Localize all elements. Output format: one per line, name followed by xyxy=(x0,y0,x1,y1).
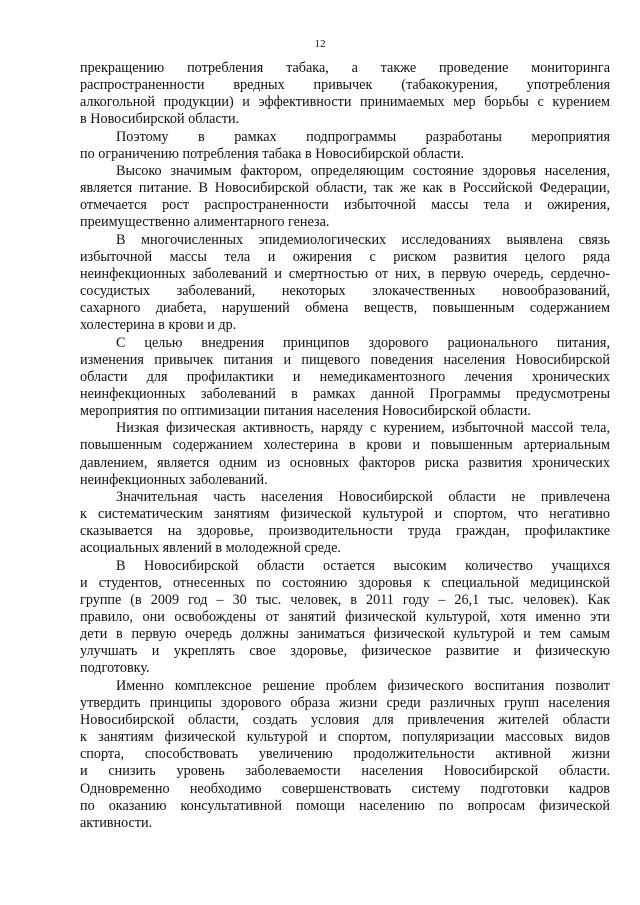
text-line: дети в первую очередь должны заниматься физической культурой и тем самым xyxy=(80,626,610,643)
text-line: избыточной массы тела и ожирения с риском развития целого ряда xyxy=(80,248,610,265)
paragraph xyxy=(80,163,610,232)
text-line: и студентов, отнесенных по состоянию здоровья к специальной медицинской xyxy=(80,574,610,591)
text-line: Одновременно необходимо совершенствовать систему подготовки кадров xyxy=(80,780,610,797)
text-line: изменения привычек питания и пищевого поведения населения Новосибирской xyxy=(80,351,610,368)
text-line: Поэтому в рамках подпрограммы разработаны мероприятия xyxy=(116,128,610,145)
text-line: неинфекционных заболеваний в рамках данной Программы предусмотрены xyxy=(80,385,610,402)
text-line: по оказанию консультативной помощи населению по вопросам физической xyxy=(80,797,610,814)
paragraph xyxy=(80,558,610,678)
text-line: спорта, способствовать увеличению продолжительности активной жизни xyxy=(80,746,610,763)
text-line: сахарного диабета, нарушений обмена веществ, повышенным содержанием xyxy=(80,300,610,317)
text-line: В многочисленных эпидемиологических исследованиях выявлена связь xyxy=(116,231,610,248)
text-line: преимущественно алиментарного генеза. xyxy=(80,214,330,231)
text-line: по ограничению потребления табака в Новосибирской области. xyxy=(80,145,465,162)
text-line: правило, они освобождены от занятий физической культурой, хотя именно эти xyxy=(80,609,610,625)
text-line: повышенным содержанием холестерина в крови и повышенным артериальным xyxy=(80,437,610,454)
text-line: и снизить уровень заболеваемости населения Новосибирской области. xyxy=(80,763,610,780)
text-line: улучшать и укреплять свое здоровье, физическое развитие и физическую xyxy=(80,643,610,660)
paragraph xyxy=(80,60,610,129)
text-line: Высоко значимым фактором, определяющим состояние здоровья населения, xyxy=(116,162,610,179)
text-line: холестерина в крови и др. xyxy=(80,317,237,334)
paragraph xyxy=(80,232,610,335)
text-line: давлением, является одним из основных факторов риска развития хронических xyxy=(80,454,610,471)
paragraph xyxy=(80,335,610,421)
paragraph xyxy=(80,420,610,489)
text-line: неинфекционных заболеваний и смертностью от них, в первую очередь, сердечно- xyxy=(80,265,610,282)
paragraph xyxy=(80,678,610,832)
text-line: Значительная часть населения Новосибирской области не привлечена xyxy=(116,488,610,505)
text-line: Низкая физическая активность, наряду с курением, избыточной массой тела, xyxy=(116,420,610,437)
paragraph xyxy=(80,129,610,163)
text-line: асоциальных явлений в молодежной среде. xyxy=(80,540,341,557)
text-line: к систематическим занятиям физической культурой и спортом, что негативно xyxy=(80,506,610,523)
text-line: мероприятия по оптимизации питания населения Новосибирской области. xyxy=(80,403,531,420)
text-line: к занятиям физической культурой и спортом, популяризации массовых видов xyxy=(80,729,610,746)
text-line: Именно комплексное решение проблем физического воспитания позволит xyxy=(116,677,610,694)
text-line: является питание. В Новосибирской области, так же как в Российской Федерации, xyxy=(80,180,610,197)
text-line: сказывается на здоровье, производительности труда граждан, профилактике xyxy=(80,523,610,540)
text-line: прекращению потребления табака, а также проведение мониторинга xyxy=(80,60,610,76)
text-line: Новосибирской области, создать условия для привлечения жителей области xyxy=(80,711,610,728)
text-line: группе (в 2009 год – 30 тыс. человек, в 2011 году – 26,1 тыс. человек). Как xyxy=(80,591,610,608)
text-line: сосудистых заболеваний, некоторых злокачественных новообразований, xyxy=(80,283,610,300)
text-line: в Новосибирской области. xyxy=(80,111,240,128)
text-line: алкогольной продукции) и эффективности принимаемых мер борьбы с курением xyxy=(80,94,610,111)
text-line: подготовку. xyxy=(80,660,150,677)
text-line: С целью внедрения принципов здорового рационального питания, xyxy=(116,334,610,351)
document-body xyxy=(80,60,610,832)
text-line: отмечается рост распространенности избыточной массы тела и ожирения, xyxy=(80,197,610,214)
text-line: области для профилактики и немедикаментозного лечения хронических xyxy=(80,368,610,385)
page-number: 12 xyxy=(314,38,326,50)
text-line: утвердить принципы здорового образа жизни среди различных групп населения xyxy=(80,694,610,711)
paragraph xyxy=(80,489,610,558)
text-line: активности. xyxy=(80,814,153,831)
text-line: В Новосибирской области остается высоким количество учащихся xyxy=(116,557,610,574)
text-line: неинфекционных заболеваний. xyxy=(80,471,268,488)
text-line: распространенности вредных привычек (табакокурения, употребления xyxy=(80,77,610,94)
